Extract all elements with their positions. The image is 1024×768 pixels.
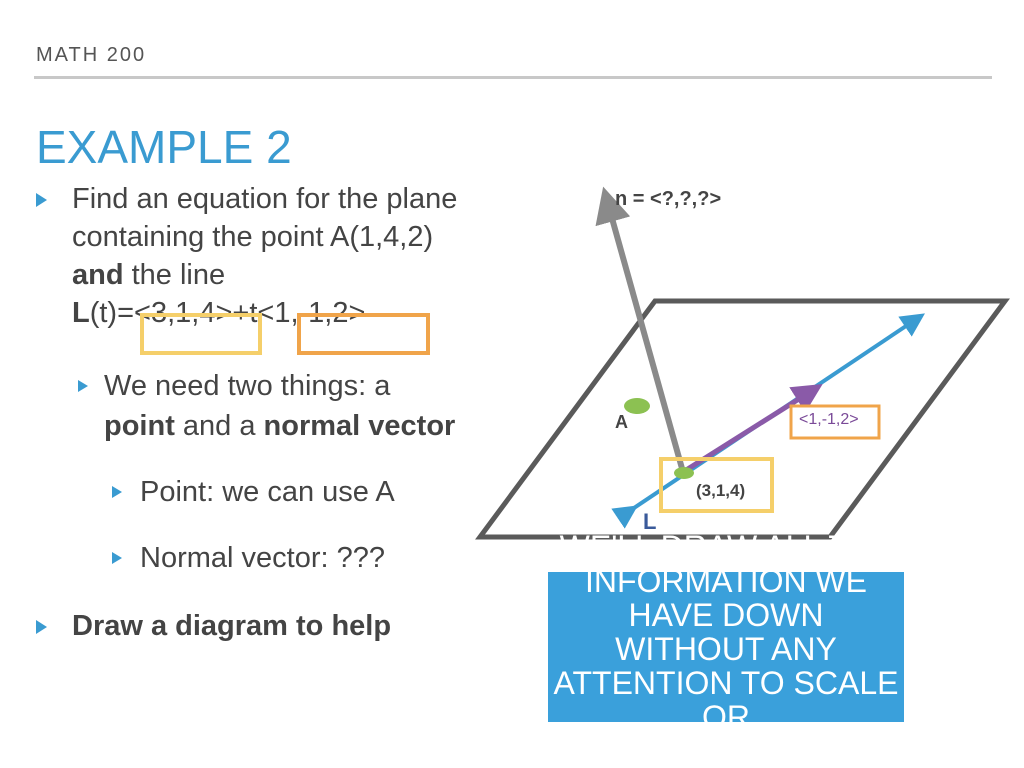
point-a-label: A bbox=[615, 412, 628, 432]
normal-vector-answer: Normal vector: ??? bbox=[140, 542, 385, 574]
normal-vector-label: n = <?,?,?> bbox=[615, 188, 722, 210]
point-bold: point bbox=[104, 410, 175, 442]
problem-line-1: Find an equation for the plane bbox=[72, 183, 458, 215]
course-label: MATH 200 bbox=[36, 44, 147, 66]
base-point-dot bbox=[674, 467, 694, 479]
problem-and-bold: and bbox=[72, 259, 124, 291]
sub-bullet-need-line-1: We need two things: a bbox=[104, 370, 391, 402]
problem-line-3-rest: the line bbox=[123, 259, 226, 291]
problem-line-2: containing the point A(1,4,2) bbox=[72, 221, 434, 253]
draw-diagram-bold: Draw a diagram to help bbox=[72, 610, 392, 642]
normal-vector-bold: normal vector bbox=[263, 410, 456, 442]
instruction-callout bbox=[548, 529, 904, 735]
callout-text: WE'LL DRAW ALL THE INFORMATION WE HAVE DOWN WITHOUT ANY ATTENTION TO SCALE OR bbox=[553, 529, 899, 735]
need-mid-text: and a bbox=[174, 410, 264, 442]
direction-vector-label: <1,-1,2> bbox=[799, 411, 859, 428]
point-answer: Point: we can use A bbox=[140, 476, 395, 508]
problem-line-equation: (t)=<3,1,4>+t<1,-1,2> bbox=[89, 297, 366, 329]
slide-title: EXAMPLE 2 bbox=[36, 121, 292, 173]
base-point-label: (3,1,4) bbox=[696, 481, 746, 500]
line-l-label: L bbox=[643, 509, 657, 534]
plane-parallelogram bbox=[480, 301, 1005, 537]
problem-line-name: L bbox=[72, 297, 90, 329]
